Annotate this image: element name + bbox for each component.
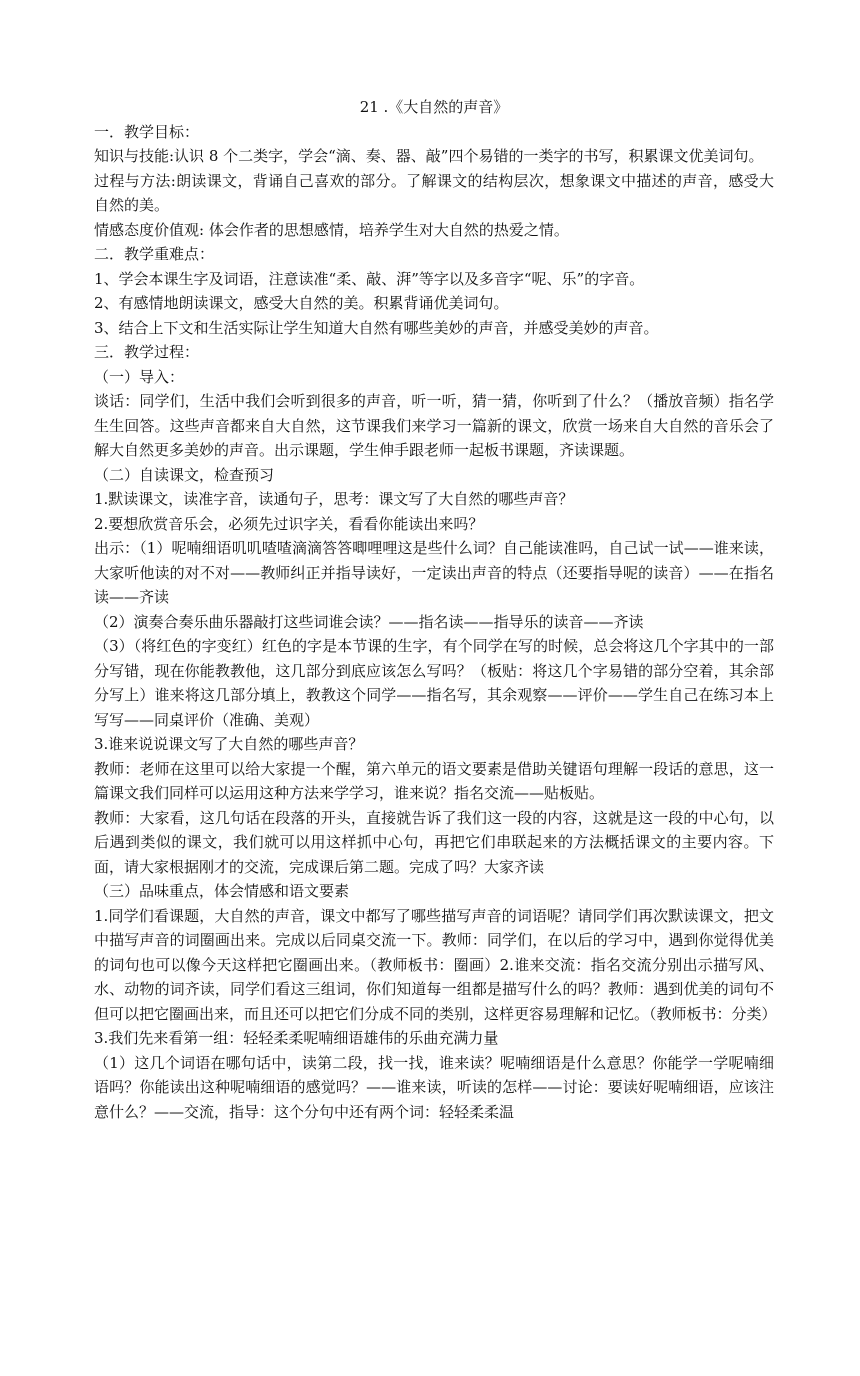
paragraph: 1.同学们看课题，大自然的声音，课文中都写了哪些描写声音的词语呢？请同学们再次默读课文，把文中描写声音的词圈画出来。完成以后同桌交流一下。教师：同学们，在以后的学习中，遇到你觉得优美的词句也可以像今天这样把它圈画出来。（教师板书：圈画）2.谁来交流：指名交流分别出示描写风、水、动物的词齐读，同学们看这三组词，你们知道每一组都是描写什么的吗？教师：遇到优美的词句不但可以把它圈画出来，而且还可以把它们分成不同的类别，这样更容易理解和记忆。（教师板书：分类） [94, 906, 777, 1023]
document-body [94, 95, 777, 1124]
paragraph: （二）自读课文，检查预习 [94, 465, 275, 484]
paragraph: 出示：（1）呢喃细语叽叽喳喳滴滴答答唧哩哩这是些什么词？自己能读准吗，自己试一试——谁来读，大家听他读的对不对——教师纠正并指导读好，一定读出声音的特点（还要指导呢的读音）——在指名读——齐读 [94, 539, 774, 606]
paragraph: 3.我们先来看第一组：轻轻柔柔呢喃细语雄伟的乐曲充满力量 [94, 1029, 499, 1047]
lesson-title: 21 .《大自然的声音》 [359, 98, 509, 116]
paragraph: 一．教学目标： [94, 122, 200, 141]
paragraph: 1.默读课文，读准字音，读通句子，思考：课文写了大自然的哪些声音？ [94, 490, 574, 508]
paragraph: 1、学会本课生字及词语，注意读准“柔、敲、湃”等字以及多音字“呢、乐”的字音。 [94, 269, 645, 288]
paragraph: 过程与方法:朗读课文，背诵自己喜欢的部分。了解课文的结构层次，想象课文中描述的声音，感受大自然的美。 [94, 171, 774, 214]
paragraph: 谈话：同学们，生活中我们会听到很多的声音，听一听，猜一猜，你听到了什么？（播放音频）指名学生生回答。这些声音都来自大自然，这节课我们来学习一篇新的课文，欣赏一场来自大自然的音乐会了解大自然更多美妙的声音。出示课题，学生伸手跟老师一起板书课题，齐读课题。 [94, 392, 774, 459]
paragraph: 二．教学重难点： [94, 245, 215, 263]
paragraph: 情感态度价值观: 体会作者的思想感情，培养学生对大自然的热爱之情。 [94, 220, 569, 239]
paragraph: （三）品味重点，体会情感和语文要素 [94, 882, 350, 900]
paragraph: 教师：老师在这里可以给大家提一个醒，第六单元的语文要素是借助关键语句理解一段话的意思，这一篇课文我们同样可以运用这种方法来学学习，谁来说？指名交流——贴板贴。 [94, 759, 774, 802]
paragraph: （1）这几个词语在哪句话中，读第二段，找一找，谁来读？呢喃细语是什么意思？你能学一学呢喃细语吗？你能读出这种呢喃细语的感觉吗？——谁来读，听读的怎样——讨论：要读好呢喃细语，应该注意什么？——交流，指导：这个分句中还有两个词：轻轻柔柔温 [94, 1053, 774, 1121]
paragraph: 教师：大家看，这几句话在段落的开头，直接就告诉了我们这一段的内容，这就是这一段的中心句，以后遇到类似的课文，我们就可以用这样抓中心句，再把它们串联起来的方法概括课文的主要内容。下面，请大家根据刚才的交流，完成课后第二题。完成了吗？大家齐读 [94, 808, 774, 876]
paragraph: （2）演奏合奏乐曲乐器敲打这些词谁会读？——指名读——指导乐的读音——齐读 [94, 612, 644, 631]
paragraph: 2.要想欣赏音乐会，必须先过识字关，看看你能读出来吗？ [94, 514, 484, 533]
paragraph: 3.谁来说说课文写了大自然的哪些声音？ [94, 735, 364, 753]
paragraph: （一）导入： [94, 367, 185, 386]
paragraph: 3、结合上下文和生活实际让学生知道大自然有哪些美妙的声音，并感受美妙的声音。 [94, 318, 659, 337]
paragraph: 三．教学过程： [94, 343, 200, 361]
paragraph: （3）（将红色的字变红）红色的字是本节课的生字，有个同学在写的时候，总会将这几个字其中的一部分写错，现在你能教教他，这几部分到底应该怎么写吗？（板贴：将这几个字易错的部分空着，其余部分写上）谁来将这几部分填上，教教这个同学——指名写，其余观察——评价——学生自己在练习本上写写——同桌评价（准确、美观） [94, 637, 774, 729]
paragraph: 2、有感情地朗读课文，感受大自然的美。积累背诵优美词句。 [94, 294, 509, 312]
paragraph: 知识与技能:认识 8 个二类字，学会“滴、奏、器、敲”四个易错的一类字的书写，积累课文优美词句。 [94, 147, 764, 165]
